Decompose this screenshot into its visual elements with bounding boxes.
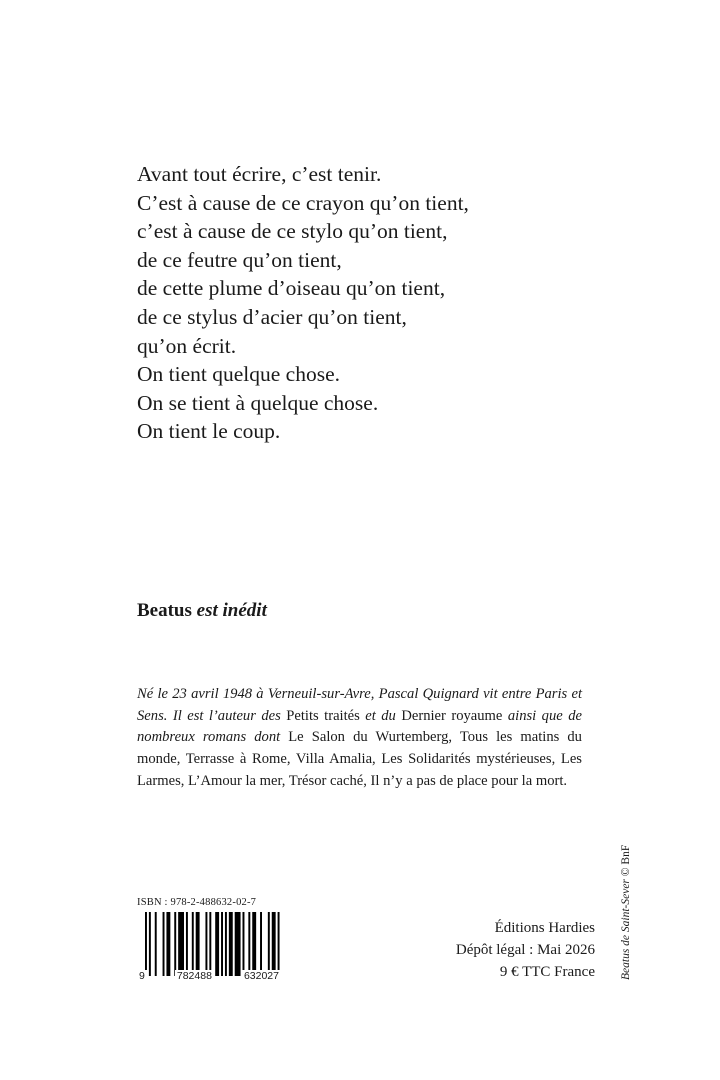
barcode-bar [196, 912, 200, 976]
legal-deposit: Dépôt légal : Mai 2026 [455, 942, 595, 958]
bio-text: ainsi que de nombreux romans dont [137, 707, 582, 746]
poem-line: de ce feutre qu’on tient, [137, 247, 342, 272]
poem-line: On tient le coup. [137, 419, 281, 444]
bio-text: Né le 23 avril 1948 à Verneuil-sur-Avre, Pascal Quignard vit entre Paris et Sens. Il est l’auteur des [137, 686, 582, 724]
barcode-digits [137, 970, 281, 982]
barcode-bar [229, 912, 233, 976]
poem-line: Avant tout écrire, c’est tenir. [137, 162, 382, 186]
barcode-digits-left: 782488 [176, 970, 212, 982]
credit-holder: © BnF [620, 844, 632, 880]
publisher-name: Éditions Hardies [494, 920, 595, 936]
isbn-label: ISBN : 978-2-488632-02-7 [137, 897, 257, 908]
barcode-digit-first: 9 [139, 970, 145, 982]
poem-line: qu’on écrit. [137, 333, 237, 358]
barcode-bar [166, 912, 170, 976]
barcode-bar [235, 912, 241, 976]
poem-line: On se tient à quelque chose. [137, 390, 379, 415]
barcode-bar [268, 912, 270, 976]
credit-source: Beatus de Saint-Sever [620, 879, 632, 980]
book-subtitle [137, 600, 267, 622]
barcode-bar [215, 912, 219, 976]
barcode-bar [272, 912, 276, 976]
barcode-bar [174, 912, 176, 976]
barcode-bar [178, 912, 184, 976]
poem-line: de cette plume d’oiseau qu’on tient, [137, 276, 446, 301]
barcode-bar [209, 912, 211, 976]
barcode-digits-right: 632027 [243, 970, 279, 982]
subtitle-rest: est inédit [196, 600, 267, 621]
barcode-bar [252, 912, 256, 976]
poem [137, 160, 617, 446]
barcode-bar [163, 912, 165, 976]
barcode-bar [205, 912, 207, 976]
barcode-bars [137, 912, 281, 976]
barcode-bar [192, 912, 194, 976]
book-title: Beatus [137, 600, 192, 621]
poem-line: de ce stylus d’acier qu’on tient, [137, 304, 407, 329]
bio-text: et du [359, 707, 402, 724]
image-credit [620, 845, 632, 980]
publisher-info [456, 917, 595, 983]
author-bio [137, 684, 582, 793]
barcode-bar [243, 912, 245, 976]
barcode-bar [155, 912, 157, 976]
barcode-bar [221, 912, 223, 976]
barcode-bar [225, 912, 227, 976]
poem-line: On tient quelque chose. [137, 362, 341, 387]
barcode-bar [186, 912, 188, 976]
bio-work: Dernier royaume [401, 707, 503, 724]
price: 9 € TTC France [499, 964, 595, 980]
poem-line: C’est à cause de ce crayon qu’on tient, [137, 190, 469, 215]
barcode-bar [149, 912, 151, 976]
barcode [137, 912, 281, 976]
barcode-bar [145, 912, 147, 976]
poem-line: c’est à cause de ce stylo qu’on tient, [137, 219, 448, 244]
barcode-bar [278, 912, 280, 976]
bio-works-list: Le Salon du Wurtemberg, Tous les matins du monde, Terrasse à Rome, Villa Amalia, Les Solidarités mystérieuses, Les Larmes, L’Amour la mer, Trésor caché, Il n’y a pas de place pour la mort. [137, 729, 582, 789]
barcode-bar [248, 912, 250, 976]
barcode-bar [260, 912, 262, 976]
bio-work: Petits traités [286, 707, 360, 724]
